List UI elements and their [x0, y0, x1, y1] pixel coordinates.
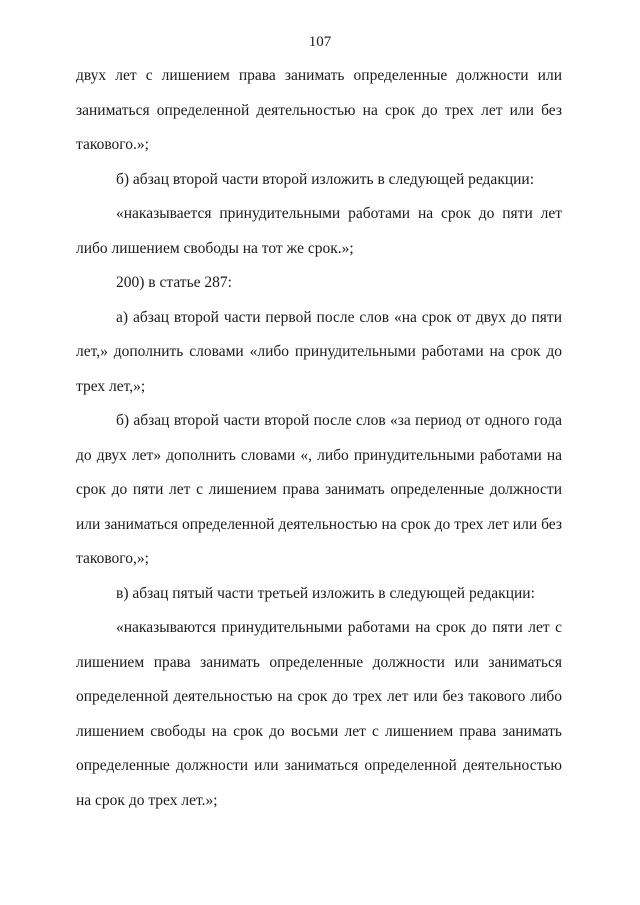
document-body — [76, 59, 562, 818]
paragraph-1: двух лет с лишением права занимать определенные должности или заниматься определенной деятельностью на срок до трех лет или без такового.»; — [76, 67, 562, 153]
paragraph-8: «наказываются принудительными работами на срок до пяти лет с лишением права занимать определенные должности или заниматься определенной деятельностью на срок до трех лет или без такового либо лишением свободы на срок до восьми лет с лишением права занимать определенные должности или заниматься определенной деятельностью на срок до трех лет.»; — [76, 619, 562, 809]
paragraph-5: а) абзац второй части первой после слов «на срок от двух до пяти лет,» дополнить словами «либо принудительными работами на срок до трех лет,»; — [76, 308, 562, 395]
paragraph-6: б) абзац второй части второй после слов «за период от одного года до двух лет» дополнить словами «, либо принудительными работами на срок до пяти лет с лишением права занимать определенные должности или заниматься определенной деятельностью на срок до трех лет или без такового,»; — [76, 412, 562, 567]
paragraph-7: в) абзац пятый части третьей изложить в следующей редакции: — [116, 584, 535, 602]
paragraph-3: «наказывается принудительными работами на срок до пяти лет либо лишением свободы на тот же срок.»; — [76, 205, 562, 257]
paragraph-4: 200) в статье 287: — [116, 274, 232, 291]
page-number: 107 — [308, 34, 332, 50]
paragraph-2: б) абзац второй части второй изложить в следующей редакции: — [116, 170, 535, 188]
